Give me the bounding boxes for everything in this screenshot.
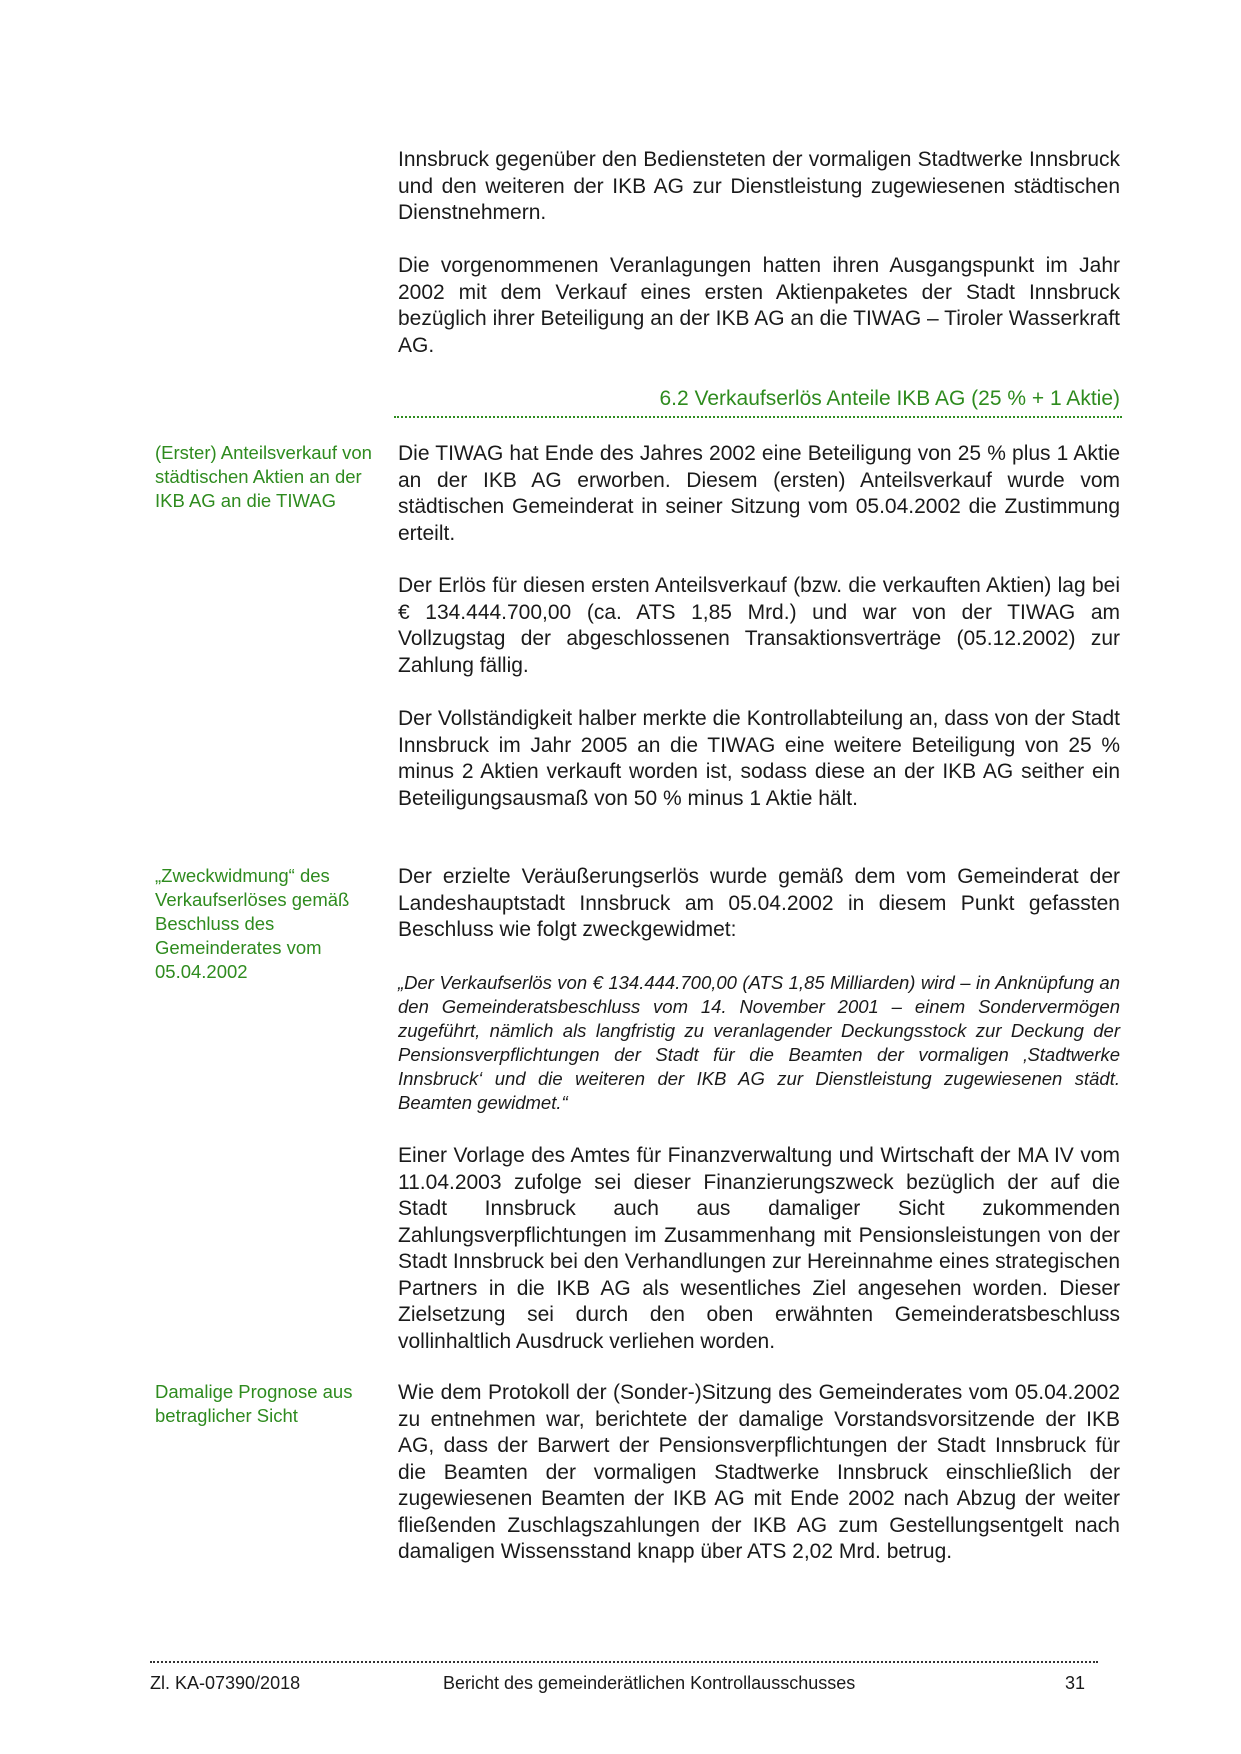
footer-page-number: 31 — [1065, 1673, 1086, 1693]
footer-divider — [150, 1661, 1098, 1663]
body-paragraph-tiwag-beteiligung: Die TIWAG hat Ende des Jahres 2002 eine Beteiligung von 25 % plus 1 Aktie an der IKB AG erworben. Diesem (ersten) Anteilsverkauf wurde vom städtischen Gemeinderat in seiner Sitzung vom 05.04.2002 die Zustimmung erteilt. — [398, 442, 1120, 545]
body-paragraph-vollstaendigkeit: Der Vollständigkeit halber merkte die Kontrollabteilung an, dass von der Stadt Innsbruck im Jahr 2005 an die TIWAG eine weitere Beteiligung von 25 % minus 2 Aktien verkauft worden ist, sodass diese an der IKB AG seither ein Beteiligungsausmaß von 50 % minus 1 Aktie hält. — [398, 707, 1120, 810]
section-divider — [394, 416, 1122, 418]
body-paragraph-veraeusserungserloes: Der erzielte Veräußerungserlös wurde gemäß dem vom Gemeinderat der Landeshauptstadt Innsbruck am 05.04.2002 in diesem Punkt gefassten Beschluss wie folgt zweckgewidmet: — [398, 865, 1120, 941]
footer-reference: Zl. KA-07390/2018 — [150, 1673, 301, 1693]
body-paragraph-erloes: Der Erlös für diesen ersten Anteilsverkauf (bzw. die verkauften Aktien) lag bei € 134.444.700,00 (ca. ATS 1,85 Mrd.) und war von der TIWAG am Vollzugstag der abgeschlossenen Transaktionsverträge (05.12.2002) zur Zahlung fällig. — [398, 574, 1120, 677]
body-paragraph-intro: Innsbruck gegenüber den Bediensteten der vormaligen Stadtwerke Innsbruck und den weiteren der IKB AG zur Dienstleistung zugewiesenen städtischen Dienstnehmern. — [398, 148, 1120, 224]
section-heading: 6.2 Verkaufserlös Anteile IKB AG (25 % + 1 Aktie) — [659, 387, 1120, 410]
body-paragraph-veranlagungen: Die vorgenommenen Veranlagungen hatten ihren Ausgangspunkt im Jahr 2002 mit dem Verkauf eines ersten Aktienpaketes der Stadt Innsbruck bezüglich ihrer Beteiligung an der IKB AG an die TIWAG – Tiroler Wasserkraft AG. — [398, 254, 1120, 357]
body-paragraph-protokoll: Wie dem Protokoll der (Sonder-)Sitzung des Gemeinderates vom 05.04.2002 zu entnehmen war, berichtete der damalige Vorstandsvorsitzende der IKB AG, dass der Barwert der Pensionsverpflichtungen der Stadt Innsbruck für die Beamten der vormaligen Stadtwerke Innsbruck einschließlich der zugewiesenen Beamten der IKB AG mit Ende 2002 nach Abzug der weiter fließenden Zuschlagszahlungen der IKB AG zum Gestellungsentgelt nach damaligen Wissensstand knapp über ATS 2,02 Mrd. betrug. — [398, 1381, 1120, 1563]
margin-note-anteilsverkauf: (Erster) Anteilsverkauf von städtischen Aktien an der IKB AG an die TIWAG — [155, 442, 372, 511]
footer-report-title: Bericht des gemeinderätlichen Kontrollausschusses — [443, 1673, 856, 1693]
quote-gemeinderatsbeschluss: „Der Verkaufserlös von € 134.444.700,00 (ATS 1,85 Milliarden) wird – in Anknüpfung an den Gemeinderatsbeschluss vom 14. November 2001 – einem Sondervermögen zugeführt, nämlich als langfristig zu veranlagender Deckungsstock zur Deckung der Pensionsverpflichtungen der Stadt für die Beamten der vormaligen ‚Stadtwerke Innsbruck‘ und die weiteren der IKB AG zur Dienstleistung zugewiesenen städt. Beamten gewidmet.“ — [398, 972, 1120, 1113]
body-paragraph-vorlage-finanzverwaltung: Einer Vorlage des Amtes für Finanzverwaltung und Wirtschaft der MA IV vom 11.04.2003 zufolge sei dieser Finanzierungszweck bezüglich der auf die Stadt Innsbruck auch aus damaliger Sicht zukommenden Zahlungsverpflichtungen im Zusammenhang mit Pensionsleistungen von der Stadt Innsbruck bei den Verhandlungen zur Hereinnahme eines strategischen Partners in die IKB AG als wesentliches Ziel angesehen worden. Dieser Zielsetzung sei durch den oben erwähnten Gemeinderatsbeschluss vollinhaltlich Ausdruck verliehen worden. — [398, 1144, 1120, 1353]
margin-note-zweckwidmung: „Zweckwidmung“ des Verkaufserlöses gemäß Beschluss des Gemeinderates vom 05.04.2002 — [155, 865, 350, 982]
margin-note-prognose: Damalige Prognose aus betraglicher Sicht — [155, 1381, 353, 1426]
